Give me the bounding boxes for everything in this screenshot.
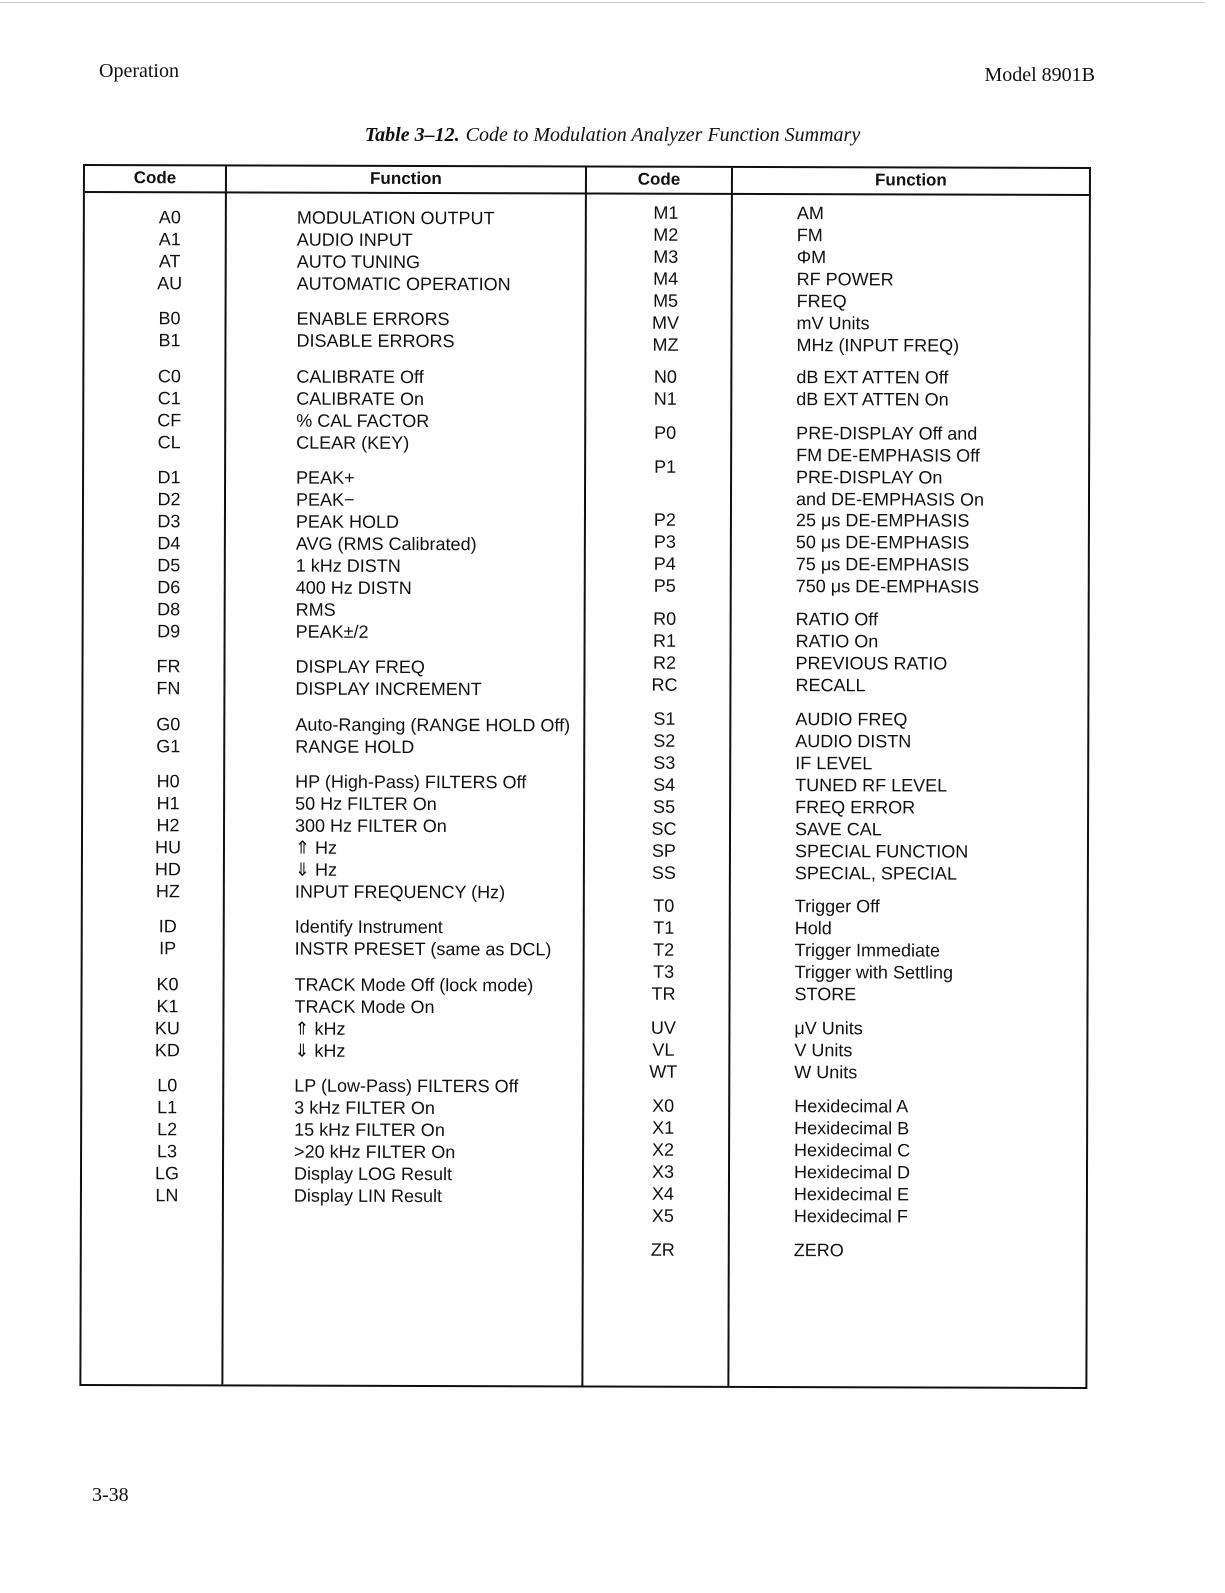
code-cell: P4 bbox=[653, 553, 676, 574]
function-cell: % CAL FACTOR bbox=[296, 410, 430, 432]
function-cell: 300 Hz FILTER On bbox=[295, 815, 447, 837]
code-cell: FN bbox=[156, 678, 181, 699]
table-caption-title: Code to Modulation Analyzer Function Summary bbox=[465, 124, 861, 146]
code-cell: MV bbox=[652, 312, 680, 333]
code-cell: R1 bbox=[653, 630, 677, 651]
function-cell: IF LEVEL bbox=[795, 753, 873, 774]
function-cell: Identify Instrument bbox=[294, 916, 443, 938]
code-cell: LG bbox=[154, 1163, 180, 1184]
code-cell: X1 bbox=[652, 1117, 675, 1138]
code-cell: VL bbox=[652, 1039, 675, 1060]
function-cell: AUDIO DISTN bbox=[795, 731, 912, 752]
function-cell: Trigger Off bbox=[794, 896, 880, 917]
code-cell: M3 bbox=[653, 246, 679, 267]
function-cell: Hexidecimal B bbox=[794, 1118, 910, 1139]
scan-edge-line bbox=[0, 2, 1205, 3]
function-cell: RATIO On bbox=[795, 631, 879, 652]
function-cell: PREVIOUS RATIO bbox=[795, 653, 948, 674]
code-cell: H1 bbox=[156, 793, 180, 814]
code-cell: AT bbox=[158, 251, 181, 272]
code-cell: P5 bbox=[653, 575, 676, 596]
code-cell: T1 bbox=[653, 917, 675, 938]
code-cell: HU bbox=[154, 837, 182, 858]
function-cell: TUNED RF LEVEL bbox=[795, 775, 948, 796]
function-cell: W Units bbox=[794, 1062, 858, 1083]
function-cell: Display LOG Result bbox=[293, 1163, 453, 1185]
code-cell: L2 bbox=[157, 1119, 178, 1140]
code-cell: H0 bbox=[156, 771, 180, 792]
code-cell: D4 bbox=[157, 533, 181, 554]
function-cell: TRACK Mode Off (lock mode) bbox=[294, 974, 534, 996]
function-cell: Hexidecimal C bbox=[794, 1140, 911, 1161]
function-cell: HP (High-Pass) FILTERS Off bbox=[295, 771, 527, 793]
function-cell: Hexidecimal F bbox=[793, 1206, 908, 1227]
function-cell: RF POWER bbox=[796, 269, 894, 290]
header-code-left: Code bbox=[133, 168, 177, 188]
function-cell: CLEAR (KEY) bbox=[296, 432, 410, 453]
function-cell: SAVE CAL bbox=[795, 819, 882, 840]
code-cell: N1 bbox=[653, 388, 677, 409]
code-cell: X0 bbox=[652, 1095, 675, 1116]
code-cell: D9 bbox=[157, 621, 181, 642]
code-cell: AU bbox=[157, 273, 183, 294]
function-cell: AVG (RMS Calibrated) bbox=[295, 533, 477, 555]
code-cell: X4 bbox=[651, 1183, 674, 1204]
code-cell: C1 bbox=[157, 388, 181, 409]
code-cell: T0 bbox=[653, 895, 675, 916]
function-cell: >20 kHz FILTER On bbox=[294, 1141, 456, 1163]
function-cell: Trigger Immediate bbox=[794, 940, 941, 961]
function-cell: AUDIO INPUT bbox=[296, 229, 413, 250]
function-cell: TRACK Mode On bbox=[294, 996, 435, 1018]
code-cell: A1 bbox=[158, 229, 181, 250]
function-cell: Hexidecimal A bbox=[794, 1096, 909, 1117]
code-cell: K1 bbox=[156, 996, 179, 1017]
function-cell: ⇓ Hz bbox=[294, 859, 338, 880]
function-cell: FM bbox=[796, 225, 823, 246]
function-cell: 50 Hz FILTER On bbox=[295, 793, 437, 815]
code-cell: IP bbox=[159, 938, 177, 959]
code-cell: SC bbox=[651, 818, 677, 839]
function-cell: LP (Low-Pass) FILTERS Off bbox=[294, 1075, 519, 1097]
code-cell: HD bbox=[154, 859, 181, 880]
function-cell: RECALL bbox=[795, 675, 866, 696]
code-cell: S2 bbox=[653, 730, 676, 751]
function-cell: Display LIN Result bbox=[293, 1185, 443, 1207]
function-cell: 50 μs DE-EMPHASIS bbox=[795, 532, 970, 553]
code-cell: G0 bbox=[156, 714, 181, 735]
function-cell: AUTOMATIC OPERATION bbox=[296, 273, 511, 295]
column-divider bbox=[581, 167, 587, 1385]
function-cell: AM bbox=[796, 203, 824, 224]
function-cell: DISPLAY INCREMENT bbox=[295, 678, 482, 700]
header-function-right: Function bbox=[875, 170, 947, 190]
function-cell: FM DE-EMPHASIS Off bbox=[796, 445, 980, 466]
code-cell: H2 bbox=[156, 815, 180, 836]
code-cell: KD bbox=[154, 1040, 180, 1061]
code-cell: CL bbox=[157, 432, 181, 453]
function-cell: PEAK HOLD bbox=[295, 511, 400, 532]
function-cell: 1 kHz DISTN bbox=[295, 555, 401, 576]
code-cell: L0 bbox=[157, 1075, 178, 1096]
function-cell: PRE-DISPLAY Off and bbox=[796, 423, 978, 444]
function-cell: AUTO TUNING bbox=[296, 251, 421, 273]
code-cell: WT bbox=[649, 1061, 678, 1082]
function-cell: 3 kHz FILTER On bbox=[294, 1097, 435, 1119]
function-cell: ⇑ Hz bbox=[294, 837, 338, 858]
code-cell: S3 bbox=[653, 752, 676, 773]
code-cell: R0 bbox=[653, 608, 677, 629]
function-cell: ⇑ kHz bbox=[294, 1018, 346, 1039]
column-divider bbox=[727, 168, 733, 1386]
code-cell: M2 bbox=[653, 224, 679, 245]
code-cell: P0 bbox=[654, 422, 677, 443]
code-cell: T3 bbox=[653, 961, 675, 982]
function-cell: SPECIAL, SPECIAL bbox=[794, 863, 958, 884]
function-cell: AUDIO FREQ bbox=[795, 709, 908, 730]
code-cell: D1 bbox=[157, 467, 181, 488]
function-cell: Hold bbox=[794, 918, 832, 939]
code-cell: G1 bbox=[156, 736, 181, 757]
code-cell: MZ bbox=[652, 334, 679, 355]
code-cell: A0 bbox=[158, 207, 181, 228]
code-cell: M1 bbox=[653, 202, 679, 223]
code-cell: FR bbox=[156, 656, 181, 677]
function-cell: 15 kHz FILTER On bbox=[294, 1119, 445, 1141]
function-cell: PEAK− bbox=[295, 489, 355, 510]
function-cell: PEAK±/2 bbox=[295, 621, 369, 642]
table-caption bbox=[0, 124, 1225, 147]
function-cell: and DE-EMPHASIS On bbox=[795, 489, 985, 510]
code-cell: D3 bbox=[157, 511, 181, 532]
function-cell: mV Units bbox=[796, 313, 870, 334]
page-number: 3-38 bbox=[92, 1484, 129, 1506]
function-cell: STORE bbox=[794, 984, 857, 1005]
code-cell: X3 bbox=[651, 1161, 675, 1182]
function-cell: RATIO Off bbox=[795, 609, 879, 630]
function-cell: RANGE HOLD bbox=[295, 736, 415, 757]
function-cell: 400 Hz DISTN bbox=[295, 577, 412, 598]
code-cell: S4 bbox=[653, 774, 676, 795]
function-cell: PRE-DISPLAY On bbox=[796, 467, 943, 488]
header-code-right: Code bbox=[637, 169, 681, 189]
code-cell: ZR bbox=[650, 1239, 675, 1260]
code-cell: L1 bbox=[157, 1097, 178, 1118]
code-cell: S1 bbox=[653, 708, 676, 729]
function-cell: dB EXT ATTEN On bbox=[796, 389, 949, 410]
column-divider bbox=[221, 166, 227, 1384]
function-cell: Hexidecimal E bbox=[793, 1184, 910, 1205]
code-cell: C0 bbox=[157, 366, 181, 387]
code-cell: X5 bbox=[651, 1205, 674, 1226]
function-cell: μV Units bbox=[794, 1018, 863, 1039]
function-cell: ΦM bbox=[796, 247, 827, 268]
code-cell: D2 bbox=[157, 489, 181, 510]
function-cell: dB EXT ATTEN Off bbox=[796, 367, 949, 388]
code-cell: SP bbox=[651, 840, 676, 861]
function-cell: ⇓ kHz bbox=[294, 1040, 346, 1061]
section-title: Operation bbox=[99, 60, 179, 82]
code-cell: T2 bbox=[653, 939, 675, 960]
code-cell: CF bbox=[157, 410, 182, 431]
code-cell: D5 bbox=[157, 555, 181, 576]
function-cell: CALIBRATE On bbox=[296, 388, 425, 410]
function-cell: FREQ ERROR bbox=[795, 797, 916, 818]
function-cell: INSTR PRESET (same as DCL) bbox=[294, 938, 552, 960]
code-cell: B0 bbox=[158, 308, 181, 329]
model-label: Model 8901B bbox=[984, 64, 1095, 86]
code-cell: D8 bbox=[157, 599, 181, 620]
function-cell: DISPLAY FREQ bbox=[295, 656, 425, 678]
function-cell: ZERO bbox=[793, 1240, 844, 1261]
code-cell: HZ bbox=[155, 881, 180, 902]
function-cell: Auto-Ranging (RANGE HOLD Off) bbox=[295, 714, 571, 736]
code-cell: UV bbox=[650, 1017, 676, 1038]
code-cell: P1 bbox=[654, 456, 677, 477]
function-cell: FREQ bbox=[796, 291, 847, 312]
code-cell: M4 bbox=[653, 268, 679, 289]
function-cell: DISABLE ERRORS bbox=[296, 330, 455, 352]
code-cell: X2 bbox=[652, 1139, 675, 1160]
code-cell: B1 bbox=[158, 330, 181, 351]
function-cell: 25 μs DE-EMPHASIS bbox=[795, 510, 970, 531]
code-cell: M5 bbox=[653, 290, 679, 311]
function-cell: V Units bbox=[794, 1040, 853, 1061]
code-cell: P2 bbox=[653, 509, 676, 530]
function-cell: INPUT FREQUENCY (Hz) bbox=[294, 881, 506, 903]
function-cell: 75 μs DE-EMPHASIS bbox=[795, 554, 970, 575]
code-cell: S5 bbox=[653, 796, 676, 817]
code-cell: TR bbox=[651, 983, 676, 1004]
code-cell: ID bbox=[158, 916, 177, 937]
function-cell: MHz (INPUT FREQ) bbox=[796, 335, 960, 356]
function-cell: Hexidecimal D bbox=[793, 1162, 911, 1183]
function-cell: MODULATION OUTPUT bbox=[296, 207, 495, 229]
function-cell: SPECIAL FUNCTION bbox=[794, 841, 969, 862]
code-cell: P3 bbox=[653, 531, 676, 552]
code-cell: D6 bbox=[157, 577, 181, 598]
code-cell: R2 bbox=[652, 652, 677, 673]
code-cell: N0 bbox=[653, 366, 677, 387]
code-cell: KU bbox=[154, 1018, 180, 1039]
function-cell: CALIBRATE Off bbox=[296, 366, 424, 388]
header-function-left: Function bbox=[370, 168, 442, 189]
table-caption-number: Table 3–12. bbox=[364, 124, 460, 146]
code-cell: L3 bbox=[157, 1141, 178, 1162]
code-cell: RC bbox=[651, 674, 678, 695]
function-cell: ENABLE ERRORS bbox=[296, 308, 450, 330]
function-cell: 750 μs DE-EMPHASIS bbox=[795, 576, 980, 597]
code-cell: LN bbox=[155, 1185, 179, 1206]
code-cell: SS bbox=[651, 862, 676, 883]
code-cell: K0 bbox=[156, 974, 179, 995]
function-cell: Trigger with Settling bbox=[794, 962, 954, 983]
function-cell: PEAK+ bbox=[296, 467, 355, 488]
code-function-table bbox=[79, 164, 1091, 1389]
function-cell: RMS bbox=[295, 599, 336, 620]
